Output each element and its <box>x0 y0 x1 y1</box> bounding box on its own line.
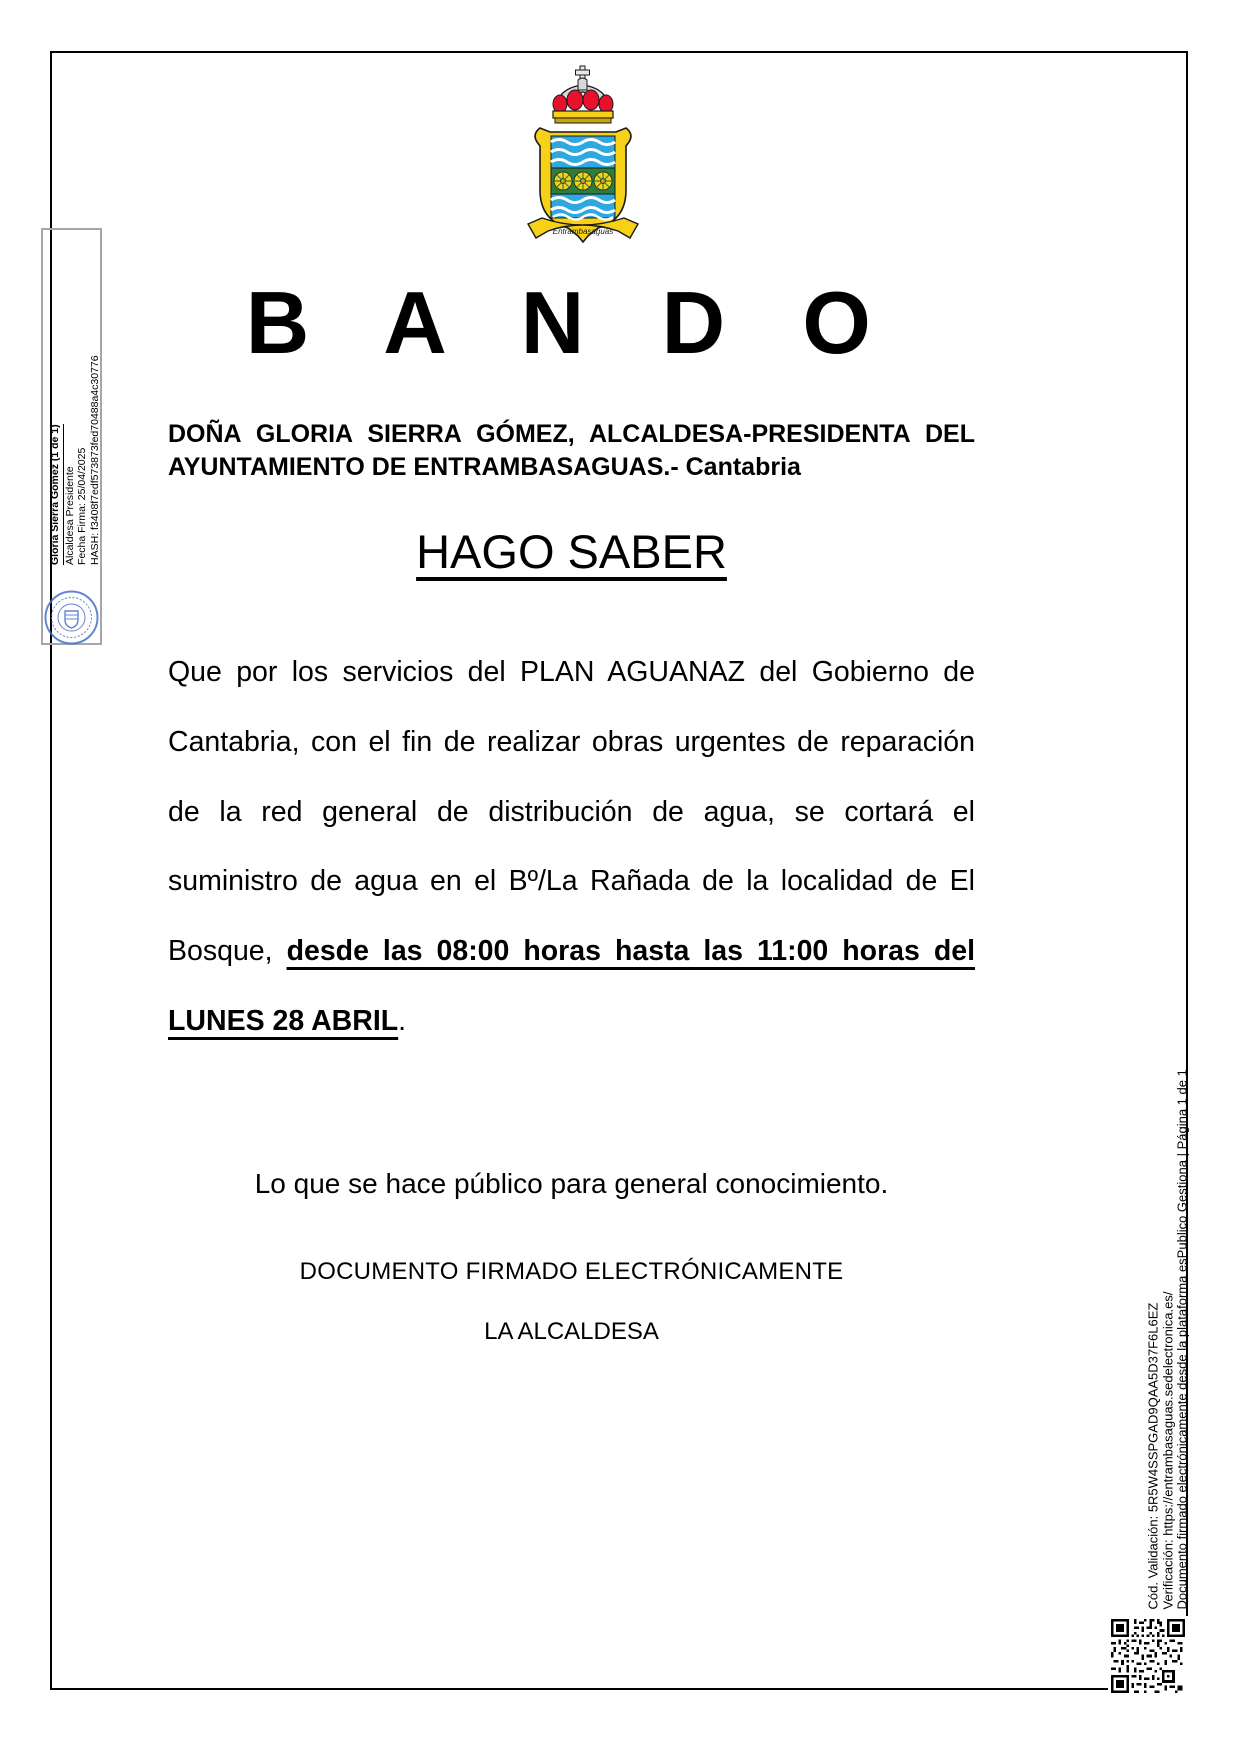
qr-code <box>1108 1616 1188 1696</box>
page-title: B A N D O <box>245 273 898 372</box>
crest-ribbon-text: Entrambasaguas <box>552 227 614 236</box>
signed-electronically-line: DOCUMENTO FIRMADO ELECTRÓNICAMENTE <box>299 1258 844 1285</box>
mayor-signature-line: LA ALCALDESA <box>484 1318 659 1345</box>
mayor-intro-paragraph: DOÑA GLORIA SIERRA GÓMEZ, ALCALDESA-PRESIDENTA DEL AYUNTAMIENTO DE ENTRAMBASAGUAS.- Cantabria <box>168 420 975 481</box>
hago-saber-text: HAGO SABER <box>416 525 727 578</box>
verification-url: Verificación: https://entrambasaguas.sedelectronica.es/ <box>1160 1291 1175 1610</box>
coat-of-arms-graphic <box>520 64 646 246</box>
municipal-coat-of-arms <box>520 64 646 246</box>
signature-date: Fecha Firma: 25/04/2025 <box>76 447 88 565</box>
round-official-stamp <box>43 589 100 646</box>
signature-details <box>41 228 102 645</box>
platform-page-info: Documento firmado electrónicamente desde la plataforma esPublico Gestiona | Página 1 de 1 <box>1174 1069 1190 1610</box>
signer-name: Gloria Sierra Gomez (1 de 1) <box>49 424 64 565</box>
closing-line: Lo que se hace público para general conocimiento. <box>254 1168 889 1199</box>
validation-sidebar <box>1147 1050 1192 1610</box>
body-text-normal: Que por los servicios del PLAN AGUANAZ del Gobierno de Cantabria, con el fin de realizar obras urgentes de reparación de la red general de distribución de agua, se cortará el suministro de agua en el Bº/La Rañada de la localidad de El Bosque, <box>168 656 975 968</box>
signer-role: Alcaldesa Presidente <box>63 466 76 565</box>
signature-hash: HASH: f3408f7edf573873fed70488a4c30776 <box>88 355 101 565</box>
hago-saber-heading <box>168 524 975 579</box>
validation-code: Cód. Validación: 5R5W4SSPGAD9QAA5D37F6L6EZ <box>1145 1302 1161 1610</box>
body-text-emphasis: desde las 08:00 horas hasta las 11:00 horas del LUNES 28 ABRIL <box>168 935 976 1038</box>
announcement-body <box>168 638 975 1057</box>
body-text-period: . <box>398 1005 407 1038</box>
